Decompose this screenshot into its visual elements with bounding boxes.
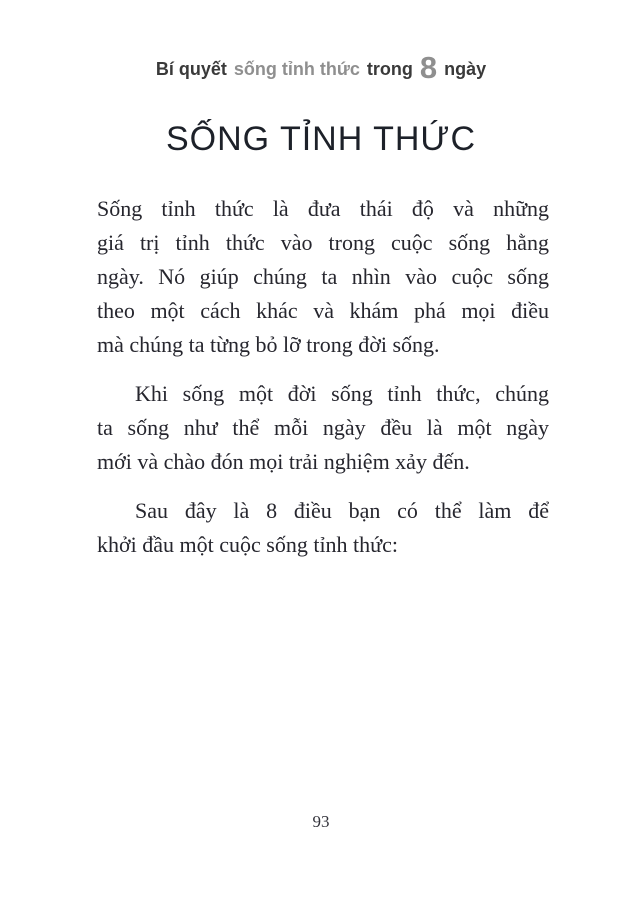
page-title: SỐNG TỈNH THỨC <box>165 120 477 158</box>
running-header-segment: ngày <box>444 59 487 79</box>
text-line: Khi sống một đời sống tỉnh thức, chúng <box>135 381 549 406</box>
paragraph <box>97 192 549 362</box>
running-header-segment: trong <box>366 59 413 79</box>
text-line: ngày. Nó giúp chúng ta nhìn vào cuộc sống <box>97 264 549 289</box>
body-text <box>97 192 549 577</box>
text-line: ta sống như thể mỗi ngày đều là một ngày <box>97 415 549 440</box>
paragraph <box>97 377 549 479</box>
text-line: mà chúng ta từng bỏ lỡ trong đời sống. <box>97 332 440 357</box>
page-number: 93 <box>312 812 330 831</box>
text-line: giá trị tỉnh thức vào trong cuộc sống hằng <box>97 230 549 255</box>
text-line: theo một cách khác và khám phá mọi điều <box>97 298 549 323</box>
running-header-segment: Bí quyết <box>155 59 227 79</box>
text-line: Sống tỉnh thức là đưa thái độ và những <box>97 196 549 221</box>
running-header <box>0 50 642 85</box>
text-line: khởi đầu một cuộc sống tỉnh thức: <box>97 532 398 557</box>
text-line: Sau đây là 8 điều bạn có thể làm để <box>135 498 549 523</box>
running-header-segment: 8 <box>419 50 438 85</box>
running-header-segment: sống tỉnh thức <box>233 59 360 79</box>
text-line: mới và chào đón mọi trải nghiệm xảy đến. <box>97 449 470 474</box>
paragraph <box>97 494 549 562</box>
